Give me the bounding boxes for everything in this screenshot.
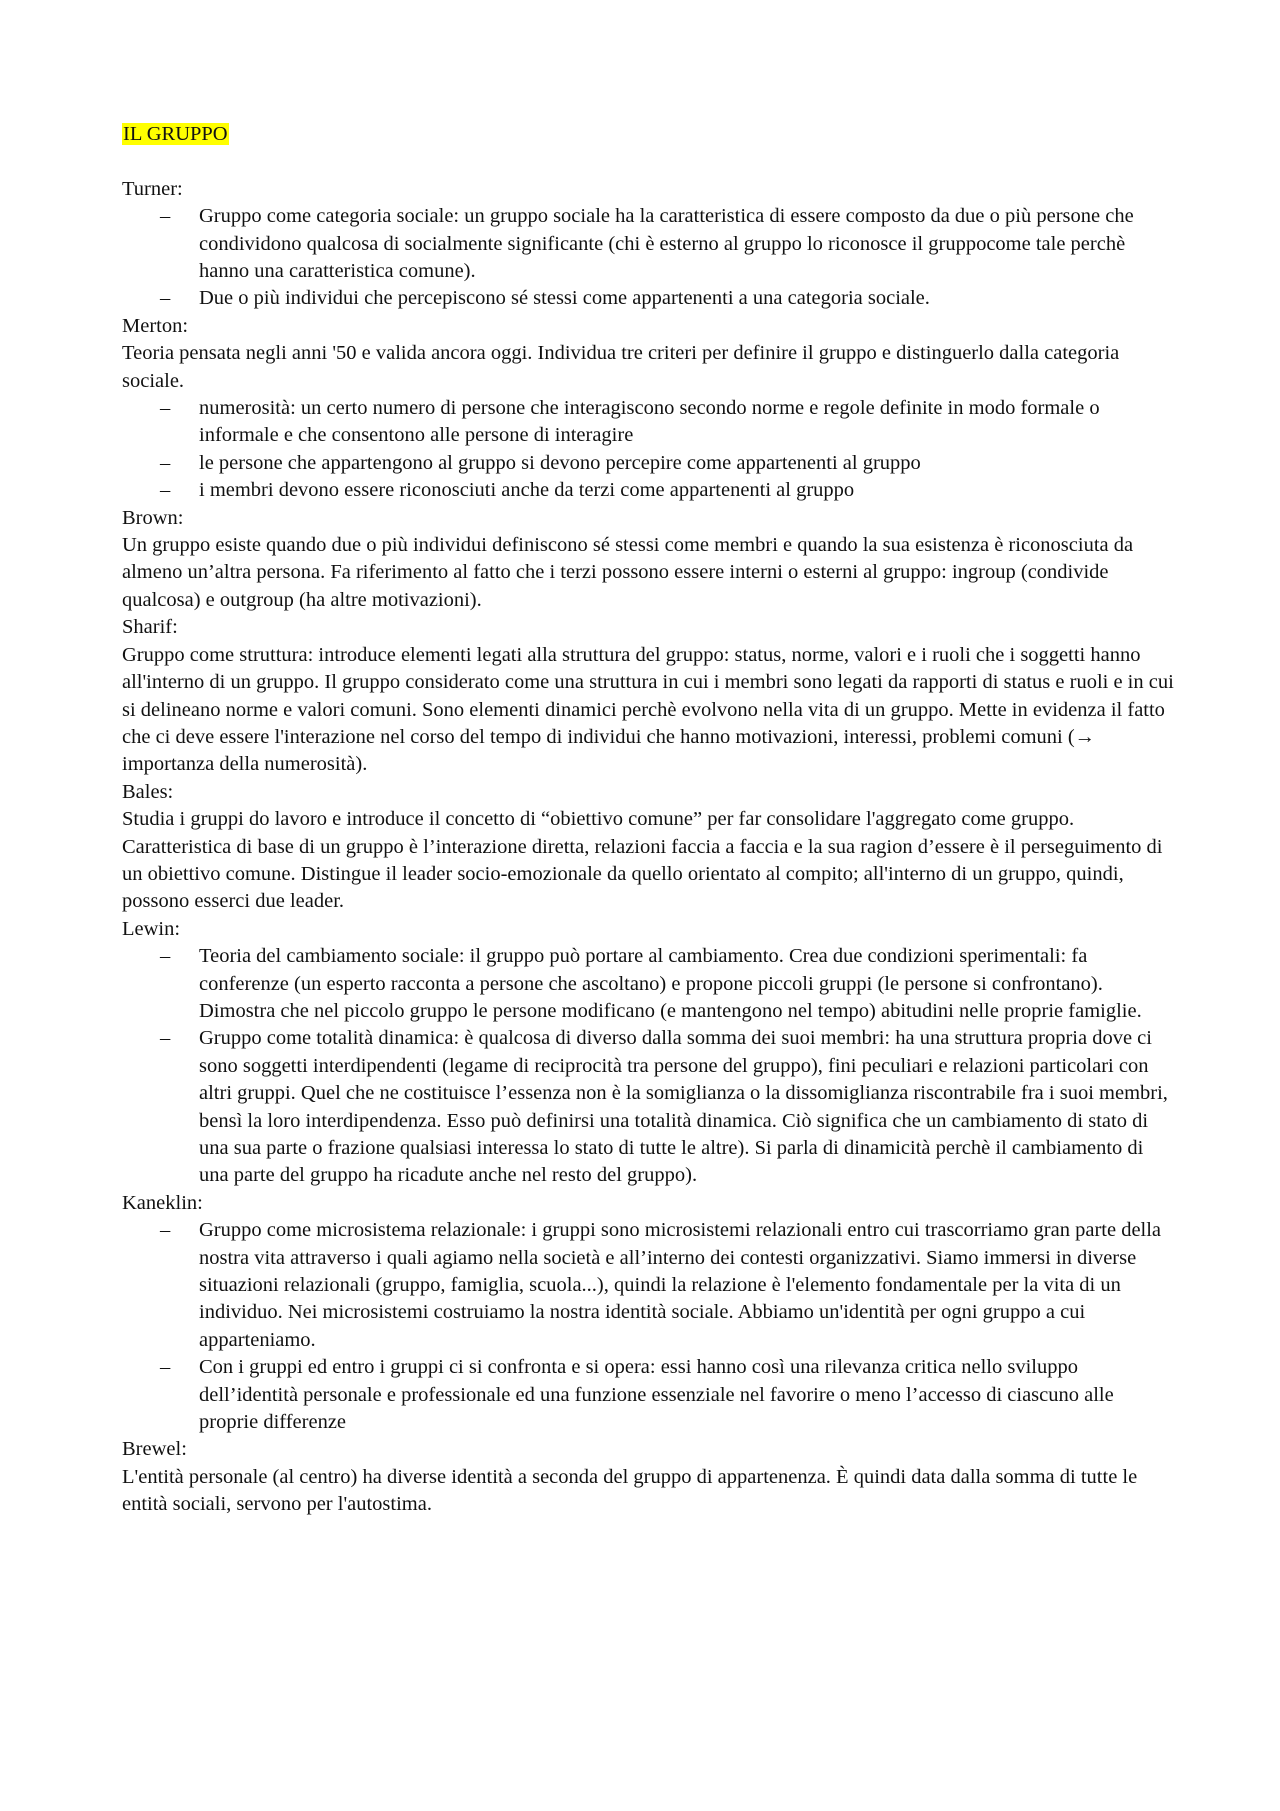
section [122,1436,1177,1518]
section [122,614,1177,778]
list-item [122,1217,1177,1354]
list-item [122,477,1177,504]
list-item [122,1354,1177,1436]
section-author-name: Brown: [122,506,184,529]
list-item [122,943,1177,1025]
bullet-list [122,203,1177,313]
bullet-list [122,943,1177,1190]
document-body [122,121,1177,1519]
dash-bullet-icon: – [160,205,171,228]
list-item-text: Gruppo come totalità dinamica: è qualcosa di diverso dalla somma dei suoi membri: ha una struttura propria dove ci sono soggetti interdipendenti (legame di reciprocità tra persone del gruppo), fini peculiari e relazioni particolari con altri gruppi. Quel che ne costituisce l’essenza non è la somiglianza o la dissomiglianza riscontrabile fra i suoi membri, bensì la loro interdipendenza. Esso può definirsi una totalità dinamica. Ciò significa che un cambiamento di stato di una sua parte o frazione qualsiasi interessa lo stato di tutte le altre). Si parla di dinamicità perchè il cambiamento di una parte del gruppo ha ricadute anche nel resto del gruppo). [199,1027,1168,1187]
section-author-name: Bales: [122,780,174,803]
list-item-text: Due o più individui che percepiscono sé stessi come appartenenti a una categoria sociale. [199,287,930,310]
section-paragraph: Teoria pensata negli anni '50 e valida ancora oggi. Individua tre criteri per definire il gruppo e distinguerlo dalla categoria sociale. [122,342,1120,392]
section-author-name: Kaneklin: [122,1191,203,1214]
dash-bullet-icon: – [160,287,171,310]
section-author-name: Lewin: [122,917,181,940]
list-item [122,450,1177,477]
list-item-text: Teoria del cambiamento sociale: il gruppo può portare al cambiamento. Crea due condizioni sperimentali: fa conferenze (un esperto racconta a persone che ascoltano) e propone piccoli gruppi (le persone si confrontano). Dimostra che nel piccolo gruppo le persone modificano (e mantengono nel tempo) abitudini nelle proprie famiglie. [199,945,1142,1022]
list-item [122,395,1177,450]
section-author-name: Turner: [122,177,183,200]
list-item [122,1025,1177,1189]
list-item-text: le persone che appartengono al gruppo si devono percepire come appartenenti al gruppo [199,451,921,474]
sections-container [122,176,1177,1519]
section-paragraph: Un gruppo esiste quando due o più individui definiscono sé stessi come membri e quando la sua esistenza è riconosciuta da almeno un’altra persona. Fa riferimento al fatto che i terzi possono essere interni o esterni al gruppo: ingroup (condivide qualcosa) e outgroup (ha altre motivazioni). [122,534,1134,611]
list-item [122,285,1177,312]
dash-bullet-icon: – [160,945,171,968]
dash-bullet-icon: – [160,1356,171,1379]
dash-bullet-icon: – [160,397,171,420]
section [122,176,1177,313]
list-item-text: Con i gruppi ed entro i gruppi ci si confronta e si opera: essi hanno così una rilevanza critica nello sviluppo dell’identità personale e professionale ed una funzione essenziale nel favorire o meno l’accesso di ciascuno alle proprie differenze [199,1356,1114,1434]
section-paragraph: L'entità personale (al centro) ha diverse identità a seconda del gruppo di appartenenza. È quindi data dalla somma di tutte le entità sociali, servono per l'autostima. [122,1465,1138,1516]
section-author-name: Merton: [122,314,189,337]
dash-bullet-icon: – [160,1219,171,1242]
section-paragraph: Studia i gruppi do lavoro e introduce il concetto di “obiettivo comune” per far consolidare l'aggregato come gruppo. Caratteristica di base di un gruppo è l’interazione diretta, relazioni faccia a faccia e la sua ragion d’essere è il perseguimento di un obiettivo comune. Distingue il leader socio-emozionale da quello orientato al compito; all'interno di un gruppo, quindi, possono esserci due leader. [122,808,1163,913]
list-item-text: numerosità: un certo numero di persone che interagiscono secondo norme e regole definite in modo formale o informale e che consentono alle persone di interagire [199,397,1100,447]
list-item-text: Gruppo come microsistema relazionale: i gruppi sono microsistemi relazionali entro cui trascorriamo gran parte della nostra vita attraverso i quali agiamo nella società e all’interno dei contesti organizzativi. Siamo immersi in diverse situazioni relazionali (gruppo, famiglia, scuola...), quindi la relazione è l'elemento fondamentale per la vita di un individuo. Nei microsistemi costruiamo la nostra identità sociale. Abbiamo un'identità per ogni gruppo a cui apparteniamo. [199,1219,1162,1351]
section [122,1190,1177,1437]
bullet-list [122,1217,1177,1436]
section [122,779,1177,916]
section-author-name: Sharif: [122,616,178,639]
dash-bullet-icon: – [160,479,171,502]
dash-bullet-icon: – [160,451,171,474]
title-line [122,121,1177,148]
list-item [122,203,1177,285]
bullet-list [122,395,1177,505]
section [122,313,1177,505]
dash-bullet-icon: – [160,1027,171,1050]
section-paragraph: Gruppo come struttura: introduce elementi legati alla struttura del gruppo: status, norme, valori e i ruoli che i soggetti hanno all'interno di un gruppo. Il gruppo considerato come una struttura in cui i membri sono legati da rapporti di status e ruoli e in cui si delineano norme e valori comuni. Sono elementi dinamici perchè evolvono nella vita di un gruppo. Mette in evidenza il fatto che ci deve essere l'interazione nel corso del tempo di individui che hanno motivazioni, interessi, problemi comuni (→ importanza della numerosità). [122,643,1174,776]
section-author-name: Brewel: [122,1438,187,1461]
section [122,916,1177,1190]
document-title: IL GRUPPO [123,123,228,145]
list-item-text: i membri devono essere riconosciuti anche da terzi come appartenenti al gruppo [199,479,855,502]
list-item-text: Gruppo come categoria sociale: un gruppo sociale ha la caratteristica di essere composto da due o più persone che condividono qualcosa di socialmente significante (chi è esterno al gruppo lo riconosce il gruppocome tale perchè hanno una caratteristica comune). [199,205,1134,283]
section [122,505,1177,615]
